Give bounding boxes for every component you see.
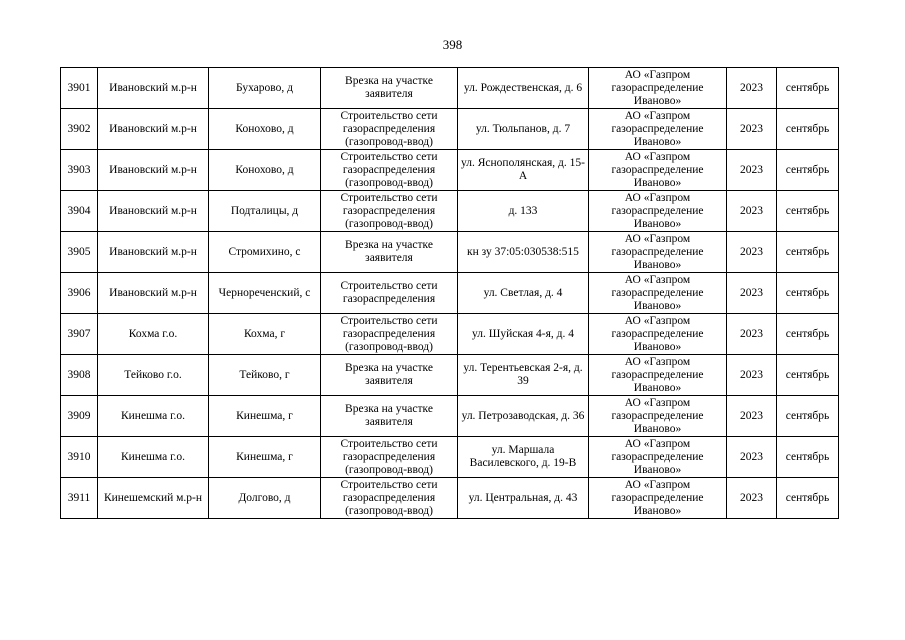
locality-cell: Конохово, д bbox=[209, 150, 321, 191]
district-cell: Ивановский м.р-н bbox=[98, 109, 209, 150]
district-cell: Тейково г.о. bbox=[98, 355, 209, 396]
work-type-cell: Строительство сети газораспределения (газопровод-ввод) bbox=[321, 191, 458, 232]
address-cell: ул. Рождественская, д. 6 bbox=[458, 68, 589, 109]
work-type-cell: Строительство сети газораспределения (газопровод-ввод) bbox=[321, 314, 458, 355]
year-cell: 2023 bbox=[727, 478, 777, 519]
table-row bbox=[61, 273, 839, 314]
month-cell: сентябрь bbox=[777, 355, 839, 396]
district-cell: Кохма г.о. bbox=[98, 314, 209, 355]
address-cell: ул. Маршала Василевского, д. 19-В bbox=[458, 437, 589, 478]
locality-cell: Кинешма, г bbox=[209, 437, 321, 478]
table-row bbox=[61, 150, 839, 191]
address-cell: ул. Петрозаводская, д. 36 bbox=[458, 396, 589, 437]
company-cell: АО «Газпром газораспределение Иваново» bbox=[589, 437, 727, 478]
company-cell: АО «Газпром газораспределение Иваново» bbox=[589, 273, 727, 314]
year-cell: 2023 bbox=[727, 232, 777, 273]
district-cell: Ивановский м.р-н bbox=[98, 191, 209, 232]
work-type-cell: Строительство сети газораспределения (газопровод-ввод) bbox=[321, 150, 458, 191]
company-cell: АО «Газпром газораспределение Иваново» bbox=[589, 314, 727, 355]
address-cell: ул. Центральная, д. 43 bbox=[458, 478, 589, 519]
row-number-cell: 3904 bbox=[61, 191, 98, 232]
company-cell: АО «Газпром газораспределение Иваново» bbox=[589, 355, 727, 396]
month-cell: сентябрь bbox=[777, 232, 839, 273]
year-cell: 2023 bbox=[727, 437, 777, 478]
row-number-cell: 3901 bbox=[61, 68, 98, 109]
table-row bbox=[61, 355, 839, 396]
month-cell: сентябрь bbox=[777, 273, 839, 314]
month-cell: сентябрь bbox=[777, 396, 839, 437]
work-type-cell: Строительство сети газораспределения (газопровод-ввод) bbox=[321, 478, 458, 519]
address-cell: ул. Шуйская 4-я, д. 4 bbox=[458, 314, 589, 355]
company-cell: АО «Газпром газораспределение Иваново» bbox=[589, 478, 727, 519]
address-cell: ул. Терентьевская 2-я, д. 39 bbox=[458, 355, 589, 396]
locality-cell: Кинешма, г bbox=[209, 396, 321, 437]
row-number-cell: 3905 bbox=[61, 232, 98, 273]
month-cell: сентябрь bbox=[777, 150, 839, 191]
table-row bbox=[61, 478, 839, 519]
row-number-cell: 3906 bbox=[61, 273, 98, 314]
company-cell: АО «Газпром газораспределение Иваново» bbox=[589, 150, 727, 191]
month-cell: сентябрь bbox=[777, 478, 839, 519]
table-row bbox=[61, 396, 839, 437]
month-cell: сентябрь bbox=[777, 68, 839, 109]
work-type-cell: Врезка на участке заявителя bbox=[321, 68, 458, 109]
company-cell: АО «Газпром газораспределение Иваново» bbox=[589, 232, 727, 273]
row-number-cell: 3909 bbox=[61, 396, 98, 437]
company-cell: АО «Газпром газораспределение Иваново» bbox=[589, 109, 727, 150]
year-cell: 2023 bbox=[727, 396, 777, 437]
table-row bbox=[61, 68, 839, 109]
district-cell: Кинешма г.о. bbox=[98, 396, 209, 437]
address-cell: кн зу 37:05:030538:515 bbox=[458, 232, 589, 273]
table-row bbox=[61, 191, 839, 232]
district-cell: Ивановский м.р-н bbox=[98, 232, 209, 273]
work-type-cell: Строительство сети газораспределения bbox=[321, 273, 458, 314]
month-cell: сентябрь bbox=[777, 109, 839, 150]
gasification-table bbox=[60, 67, 839, 519]
table-row bbox=[61, 109, 839, 150]
district-cell: Кинешемский м.р-н bbox=[98, 478, 209, 519]
table-row bbox=[61, 437, 839, 478]
row-number-cell: 3910 bbox=[61, 437, 98, 478]
year-cell: 2023 bbox=[727, 68, 777, 109]
table-row bbox=[61, 314, 839, 355]
district-cell: Ивановский м.р-н bbox=[98, 150, 209, 191]
locality-cell: Стромихино, с bbox=[209, 232, 321, 273]
address-cell: ул. Тюльпанов, д. 7 bbox=[458, 109, 589, 150]
row-number-cell: 3911 bbox=[61, 478, 98, 519]
page-number: 398 bbox=[442, 37, 463, 52]
work-type-cell: Врезка на участке заявителя bbox=[321, 396, 458, 437]
row-number-cell: 3903 bbox=[61, 150, 98, 191]
locality-cell: Подталицы, д bbox=[209, 191, 321, 232]
company-cell: АО «Газпром газораспределение Иваново» bbox=[589, 396, 727, 437]
month-cell: сентябрь bbox=[777, 191, 839, 232]
table-row bbox=[61, 232, 839, 273]
district-cell: Ивановский м.р-н bbox=[98, 68, 209, 109]
year-cell: 2023 bbox=[727, 109, 777, 150]
address-cell: ул. Яснополянская, д. 15-А bbox=[458, 150, 589, 191]
address-cell: д. 133 bbox=[458, 191, 589, 232]
locality-cell: Тейково, г bbox=[209, 355, 321, 396]
district-cell: Ивановский м.р-н bbox=[98, 273, 209, 314]
year-cell: 2023 bbox=[727, 355, 777, 396]
company-cell: АО «Газпром газораспределение Иваново» bbox=[589, 68, 727, 109]
row-number-cell: 3907 bbox=[61, 314, 98, 355]
year-cell: 2023 bbox=[727, 150, 777, 191]
locality-cell: Чернореченский, с bbox=[209, 273, 321, 314]
month-cell: сентябрь bbox=[777, 437, 839, 478]
month-cell: сентябрь bbox=[777, 314, 839, 355]
year-cell: 2023 bbox=[727, 191, 777, 232]
address-cell: ул. Светлая, д. 4 bbox=[458, 273, 589, 314]
locality-cell: Бухарово, д bbox=[209, 68, 321, 109]
company-cell: АО «Газпром газораспределение Иваново» bbox=[589, 191, 727, 232]
district-cell: Кинешма г.о. bbox=[98, 437, 209, 478]
work-type-cell: Врезка на участке заявителя bbox=[321, 355, 458, 396]
year-cell: 2023 bbox=[727, 273, 777, 314]
work-type-cell: Строительство сети газораспределения (газопровод-ввод) bbox=[321, 109, 458, 150]
locality-cell: Кохма, г bbox=[209, 314, 321, 355]
work-type-cell: Строительство сети газораспределения (газопровод-ввод) bbox=[321, 437, 458, 478]
locality-cell: Конохово, д bbox=[209, 109, 321, 150]
row-number-cell: 3902 bbox=[61, 109, 98, 150]
locality-cell: Долгово, д bbox=[209, 478, 321, 519]
work-type-cell: Врезка на участке заявителя bbox=[321, 232, 458, 273]
row-number-cell: 3908 bbox=[61, 355, 98, 396]
year-cell: 2023 bbox=[727, 314, 777, 355]
